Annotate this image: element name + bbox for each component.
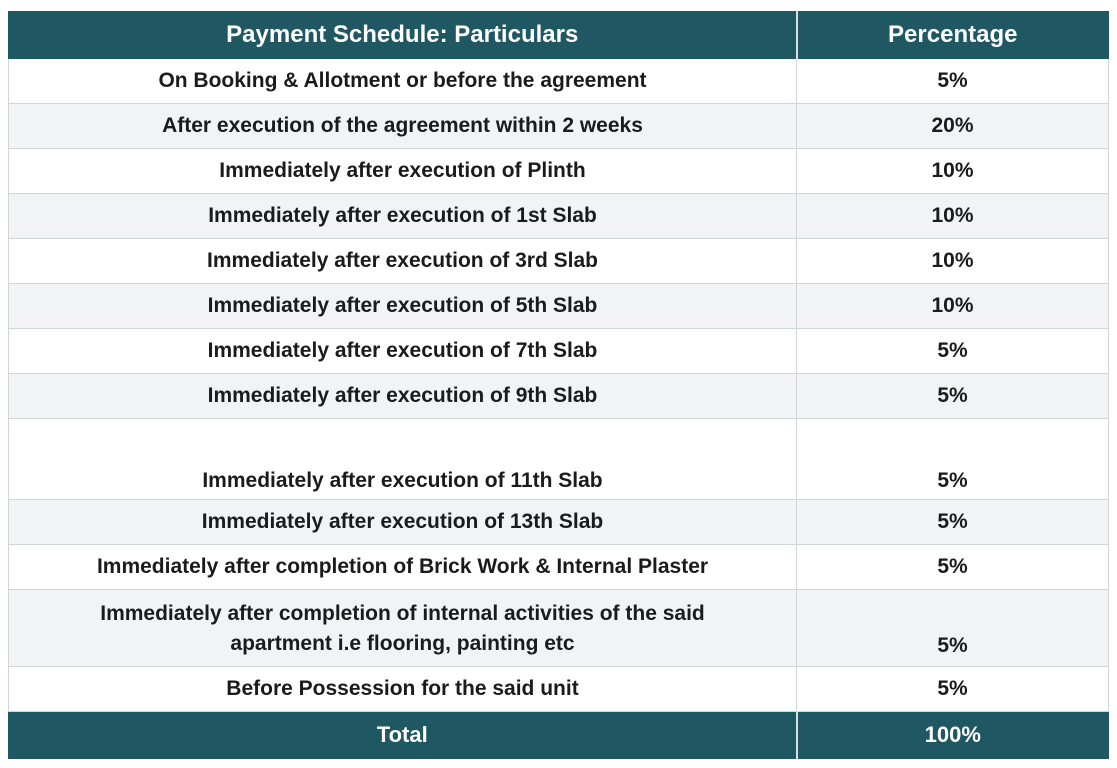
total-label: Total [9,712,797,759]
particular-cell: Immediately after execution of 11th Slab [9,419,797,500]
table-row [9,545,1109,590]
table-row [9,239,1109,284]
percentage-cell: 5% [797,374,1109,419]
particular-cell: After execution of the agreement within 2 weeks [9,104,797,149]
table-row [9,590,1109,667]
percentage-cell: 10% [797,149,1109,194]
particular-cell: On Booking & Allotment or before the agreement [9,59,797,104]
percentage-cell: 10% [797,239,1109,284]
particular-cell: Immediately after execution of 3rd Slab [9,239,797,284]
particulars-column-header: Payment Schedule: Particulars [9,12,797,59]
percentage-cell: 10% [797,194,1109,239]
particular-line-2: apartment i.e flooring, painting etc [230,632,575,655]
particular-cell: Immediately after execution of 1st Slab [9,194,797,239]
payment-schedule-table [8,11,1109,759]
particular-cell: Immediately after completion of Brick Work & Internal Plaster [9,545,797,590]
table-row [9,104,1109,149]
percentage-cell: 5% [797,419,1109,500]
particular-cell: Immediately after execution of 9th Slab [9,374,797,419]
percentage-cell: 5% [797,59,1109,104]
percentage-cell: 5% [797,590,1109,667]
percentage-cell: 5% [797,500,1109,545]
percentage-cell: 5% [797,329,1109,374]
particular-cell [9,590,797,667]
table-row [9,194,1109,239]
total-percentage: 100% [797,712,1109,759]
particular-line-1: Immediately after completion of internal activities of the said [100,602,705,625]
payment-schedule-sheet [8,11,1108,759]
table-row [9,59,1109,104]
table-row [9,500,1109,545]
particular-cell: Immediately after execution of Plinth [9,149,797,194]
total-row [9,712,1109,759]
percentage-cell: 5% [797,545,1109,590]
percentage-cell: 20% [797,104,1109,149]
percentage-column-header: Percentage [797,12,1109,59]
table-row [9,667,1109,712]
particular-cell: Immediately after execution of 5th Slab [9,284,797,329]
header-row [9,12,1109,59]
particular-cell: Immediately after execution of 13th Slab [9,500,797,545]
table-row [9,419,1109,500]
table-row [9,149,1109,194]
percentage-cell: 5% [797,667,1109,712]
particular-cell: Immediately after execution of 7th Slab [9,329,797,374]
percentage-cell: 10% [797,284,1109,329]
table-row [9,374,1109,419]
particular-cell: Before Possession for the said unit [9,667,797,712]
table-row [9,284,1109,329]
table-row [9,329,1109,374]
